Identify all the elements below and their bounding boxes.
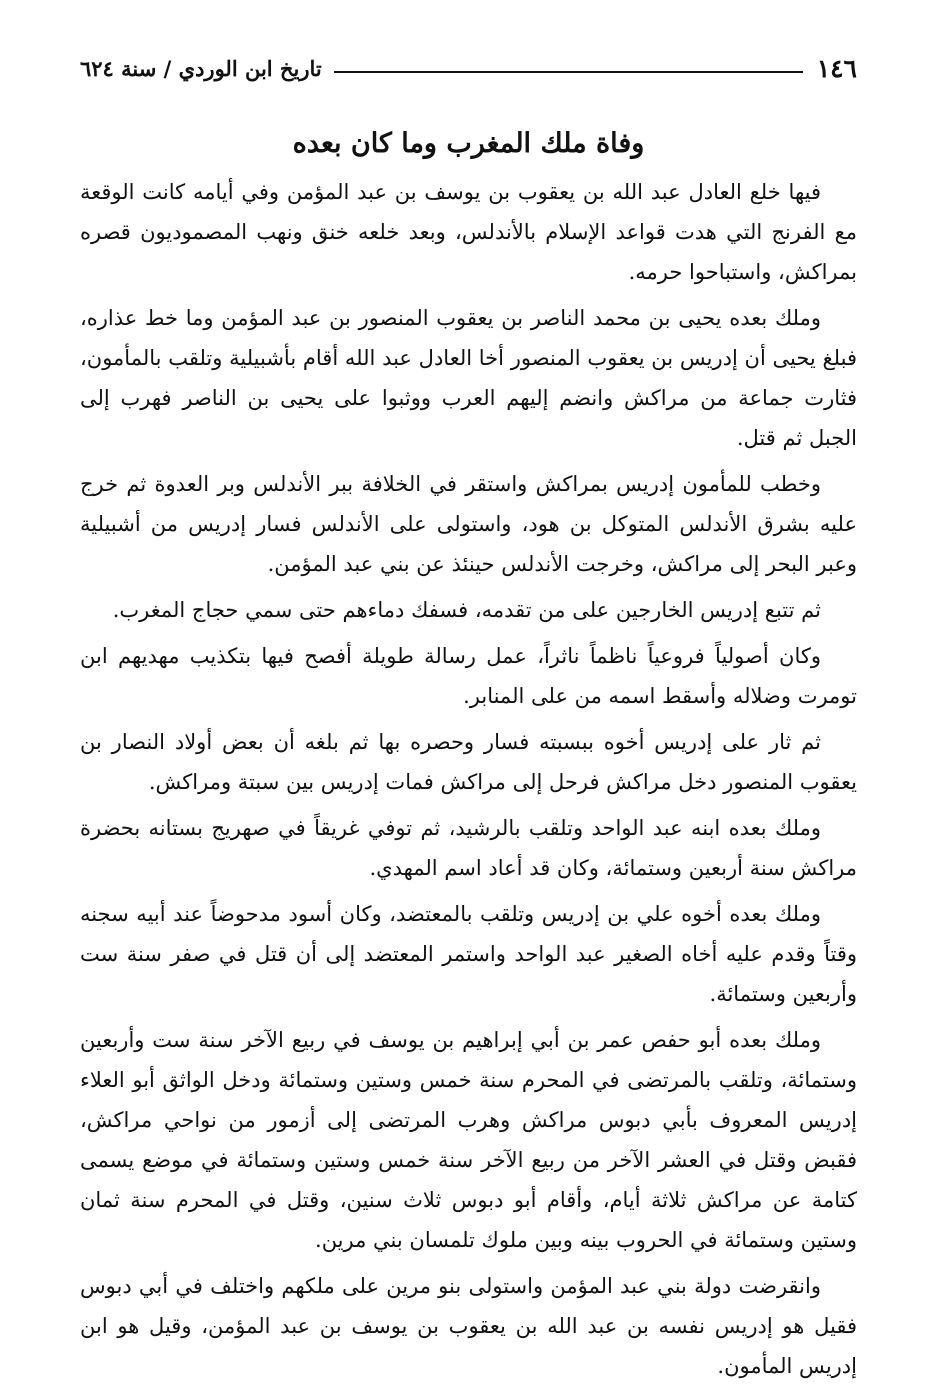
paragraph: فيها خلع العادل عبد الله بن يعقوب بن يوسف بن عبد المؤمن وفي أيامه كانت الوقعة مع الفرنج التي هدت قواعد الإسلام بالأندلس، وبعد خلعه خنق ونهب المصموديون قصره بمراكش، واستباحوا حرمه.: [80, 180, 857, 284]
paragraph: وملك بعده أبو حفص عمر بن أبي إبراهيم بن يوسف في ربيع الآخر سنة ست وأربعين وستمائة، وتلقب بالمرتضى في المحرم سنة خمس وستين وستمائة ودخل الواثق أبو العلاء إدريس المعروف بأبي دبوس مراكش وهرب المرتضى إلى أزمور من نواحي مراكش، فقبض وقتل في العشر الآخر من ربيع الآخر سنة خمس وستين وستمائة في موضع يسمى كتامة عن مراكش ثلاثة أيام، وأقام أبو دبوس ثلاث سنين، وقتل في المحرم سنة ثمان وستين وستمائة في الحروب بينه وبين ملوك تلمسان بني مرين.: [80, 1028, 857, 1252]
paragraph: وملك بعده ابنه عبد الواحد وتلقب بالرشيد، ثم توفي غريقاً في صهريج بستانه بحضرة مراكش سنة أربعين وستمائة، وكان قد أعاد اسم المهدي.: [80, 816, 857, 880]
running-header: [80, 48, 857, 88]
paragraph: وملك بعده يحيى بن محمد الناصر بن يعقوب المنصور بن عبد المؤمن وما خط عذاره، فبلغ يحيى أن إدريس بن يعقوب المنصور أخا العادل عبد الله أقام بأشبيلية وتلقب بالمأمون، فثارت جماعة من مراكش وانضم إليهم العرب ووثبوا على يحيى بن الناصر فهرب إلى الجبل ثم قتل.: [80, 306, 857, 450]
paragraph: وملك بعده أخوه علي بن إدريس وتلقب بالمعتضد، وكان أسود مدحوضاً عند أبيه سجنه وقتاً وقدم عليه أخاه الصغير عبد الواحد واستمر المعتضد إلى أن قتل في صفر سنة ست وأربعين وستمائة.: [80, 902, 857, 1006]
paragraph: وانقرضت دولة بني عبد المؤمن واستولى بنو مرين على ملكهم واختلف في أبي دبوس فقيل هو إدريس نفسه بن عبد الله بن يعقوب بن يوسف بن عبد المؤمن، وقيل هو ابن إدريس المأمون.: [80, 1274, 857, 1378]
paragraph: وخطب للمأمون إدريس بمراكش واستقر في الخلافة ببر الأندلس وبر العدوة ثم خرج عليه بشرق الأندلس المتوكل بن هود، واستولى على الأندلس فسار إدريس من أشبيلية وعبر البحر إلى مراكش، وخرجت الأندلس حينئذ عن بني عبد المؤمن.: [80, 472, 857, 576]
paragraph: وكان أصولياً فروعياً ناظماً ناثراً، عمل رسالة طويلة أفصح فيها بتكذيب مهديهم ابن تومرت وضلاله وأسقط اسمه من على المنابر.: [80, 644, 857, 708]
page-number: ١٤٦: [816, 53, 857, 83]
running-title: تاريخ ابن الوردي / سنة ٦٢٤: [80, 55, 322, 81]
paragraph: ثم ثار على إدريس أخوه ببسبته فسار وحصره بها ثم بلغه أن بعض أولاد النصار بن يعقوب المنصور دخل مراكش فرحل إلى مراكش فمات إدريس بين سبتة ومراكش.: [80, 730, 857, 794]
body-text: [80, 172, 857, 1386]
section-title: وفاة ملك المغرب وما كان بعده: [292, 128, 645, 159]
paragraph: ثم تتبع إدريس الخارجين على من تقدمه، فسفك دماءهم حتى سمي حجاج المغرب.: [112, 598, 821, 622]
header-rule: [334, 71, 803, 73]
